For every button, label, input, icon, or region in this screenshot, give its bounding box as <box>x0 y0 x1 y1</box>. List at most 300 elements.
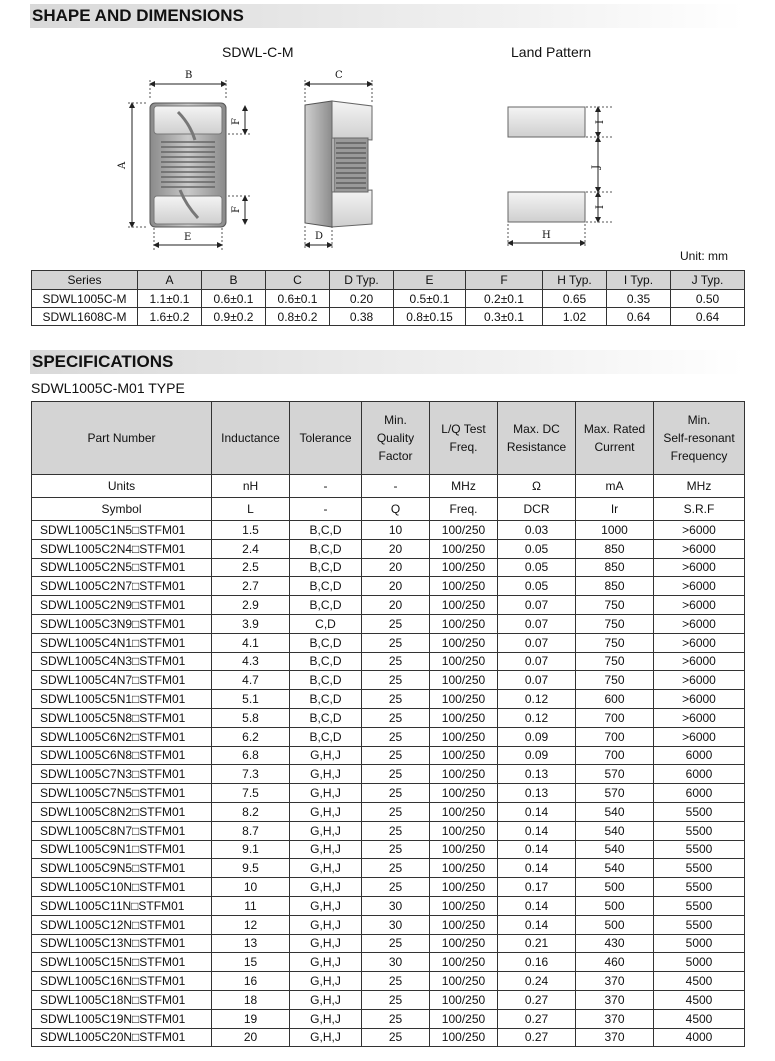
spec-value-cell: 100/250 <box>430 990 498 1009</box>
symbol-cell: L <box>212 498 290 521</box>
dimensions-row <box>32 290 745 308</box>
spec-value-cell: 0.09 <box>498 727 576 746</box>
part-number-cell: SDWL1005C4N7□STFM01 <box>32 671 212 690</box>
dim-j-label: J <box>591 164 602 169</box>
dim-i-label-top: I <box>595 120 606 124</box>
dim-b-label: B <box>185 70 193 81</box>
spec-value-cell: 18 <box>212 990 290 1009</box>
spec-value-cell: G,H,J <box>290 972 362 991</box>
spec-value-cell: >6000 <box>654 539 745 558</box>
spec-col-header: Max. DC Resistance <box>498 402 576 475</box>
dim-col-header: Series <box>32 271 138 290</box>
spec-value-cell: 25 <box>362 727 430 746</box>
dim-col-header: E <box>394 271 466 290</box>
dim-h-label: H <box>542 230 551 241</box>
symbol-cell: Symbol <box>32 498 212 521</box>
dim-d-label: D <box>315 231 324 242</box>
spec-value-cell: 25 <box>362 878 430 897</box>
spec-row <box>32 765 745 784</box>
dim-col-header: H Typ. <box>543 271 607 290</box>
spec-value-cell: 100/250 <box>430 577 498 596</box>
spec-value-cell: G,H,J <box>290 802 362 821</box>
spec-value-cell: 0.14 <box>498 896 576 915</box>
spec-value-cell: 0.13 <box>498 765 576 784</box>
dimension-cell: 0.2±0.1 <box>466 290 543 308</box>
spec-value-cell: 0.09 <box>498 746 576 765</box>
part-number-cell: SDWL1005C11N□STFM01 <box>32 896 212 915</box>
spec-value-cell: 5500 <box>654 915 745 934</box>
spec-value-cell: 4.7 <box>212 671 290 690</box>
spec-value-cell: 25 <box>362 990 430 1009</box>
spec-value-cell: 5500 <box>654 878 745 897</box>
symbol-cell: Ir <box>576 498 654 521</box>
spec-value-cell: G,H,J <box>290 915 362 934</box>
spec-value-cell: 6.8 <box>212 746 290 765</box>
spec-row <box>32 539 745 558</box>
spec-value-cell: 750 <box>576 633 654 652</box>
dim-e-label: E <box>184 232 192 243</box>
dimension-cell: 1.02 <box>543 308 607 326</box>
part-number-cell: SDWL1005C4N1□STFM01 <box>32 633 212 652</box>
spec-value-cell: 2.4 <box>212 539 290 558</box>
dimension-cell: 1.1±0.1 <box>138 290 202 308</box>
spec-value-cell: 0.05 <box>498 539 576 558</box>
spec-value-cell: G,H,J <box>290 990 362 1009</box>
part-number-cell: SDWL1005C18N□STFM01 <box>32 990 212 1009</box>
spec-value-cell: B,C,D <box>290 708 362 727</box>
unit-label: Unit: mm <box>680 249 728 263</box>
spec-row <box>32 934 745 953</box>
unit-cell: Ω <box>498 475 576 498</box>
spec-value-cell: 6000 <box>654 746 745 765</box>
spec-row <box>32 1028 745 1047</box>
spec-value-cell: 0.05 <box>498 558 576 577</box>
dimension-cell: 0.3±0.1 <box>466 308 543 326</box>
symbol-cell: DCR <box>498 498 576 521</box>
spec-value-cell: 20 <box>362 558 430 577</box>
spec-value-cell: 100/250 <box>430 596 498 615</box>
spec-value-cell: >6000 <box>654 577 745 596</box>
spec-value-cell: 30 <box>362 915 430 934</box>
spec-col-header: Min. Quality Factor <box>362 402 430 475</box>
spec-value-cell: G,H,J <box>290 784 362 803</box>
spec-value-cell: 1.5 <box>212 521 290 540</box>
dimension-cell: 0.8±0.15 <box>394 308 466 326</box>
dimension-cell: 0.38 <box>330 308 394 326</box>
spec-row <box>32 633 745 652</box>
spec-value-cell: 20 <box>362 539 430 558</box>
spec-value-cell: 20 <box>362 577 430 596</box>
unit-cell: - <box>290 475 362 498</box>
spec-value-cell: 100/250 <box>430 896 498 915</box>
part-number-cell: SDWL1005C13N□STFM01 <box>32 934 212 953</box>
part-number-cell: SDWL1005C16N□STFM01 <box>32 972 212 991</box>
spec-col-header: Part Number <box>32 402 212 475</box>
part-number-cell: SDWL1005C6N8□STFM01 <box>32 746 212 765</box>
spec-value-cell: 4500 <box>654 990 745 1009</box>
spec-value-cell: 100/250 <box>430 671 498 690</box>
spec-row <box>32 690 745 709</box>
spec-value-cell: >6000 <box>654 671 745 690</box>
spec-value-cell: 100/250 <box>430 765 498 784</box>
spec-row <box>32 727 745 746</box>
spec-value-cell: 25 <box>362 1009 430 1028</box>
spec-value-cell: 0.21 <box>498 934 576 953</box>
part-number-cell: SDWL1005C2N5□STFM01 <box>32 558 212 577</box>
spec-value-cell: B,C,D <box>290 727 362 746</box>
spec-value-cell: 500 <box>576 896 654 915</box>
part-number-cell: SDWL1005C9N5□STFM01 <box>32 859 212 878</box>
spec-row <box>32 915 745 934</box>
spec-value-cell: B,C,D <box>290 521 362 540</box>
spec-value-cell: 5000 <box>654 934 745 953</box>
spec-value-cell: 6000 <box>654 765 745 784</box>
spec-row <box>32 821 745 840</box>
spec-type-subtitle: SDWL1005C-M01 TYPE <box>31 380 185 396</box>
spec-value-cell: 0.07 <box>498 614 576 633</box>
spec-value-cell: 0.05 <box>498 577 576 596</box>
spec-value-cell: 0.14 <box>498 821 576 840</box>
dim-col-header: A <box>138 271 202 290</box>
spec-value-cell: G,H,J <box>290 859 362 878</box>
spec-value-cell: >6000 <box>654 521 745 540</box>
part-number-cell: SDWL1005C7N3□STFM01 <box>32 765 212 784</box>
spec-col-header: Min. Self-resonant Frequency <box>654 402 745 475</box>
spec-value-cell: 25 <box>362 972 430 991</box>
spec-value-cell: 5.1 <box>212 690 290 709</box>
spec-value-cell: 100/250 <box>430 633 498 652</box>
dimension-cell: 0.6±0.1 <box>202 290 266 308</box>
spec-value-cell: 2.5 <box>212 558 290 577</box>
dimension-cell: 0.50 <box>671 290 745 308</box>
spec-value-cell: 430 <box>576 934 654 953</box>
spec-value-cell: 750 <box>576 614 654 633</box>
spec-value-cell: 750 <box>576 596 654 615</box>
spec-value-cell: 370 <box>576 1009 654 1028</box>
spec-row <box>32 878 745 897</box>
spec-value-cell: B,C,D <box>290 558 362 577</box>
spec-value-cell: 5500 <box>654 840 745 859</box>
spec-value-cell: 100/250 <box>430 558 498 577</box>
spec-value-cell: B,C,D <box>290 577 362 596</box>
spec-value-cell: 500 <box>576 915 654 934</box>
dimension-cell: 0.5±0.1 <box>394 290 466 308</box>
part-number-cell: SDWL1005C2N9□STFM01 <box>32 596 212 615</box>
spec-value-cell: 100/250 <box>430 953 498 972</box>
spec-value-cell: 600 <box>576 690 654 709</box>
spec-value-cell: 100/250 <box>430 784 498 803</box>
spec-value-cell: B,C,D <box>290 652 362 671</box>
dimension-cell: 0.9±0.2 <box>202 308 266 326</box>
dimension-cell: 0.8±0.2 <box>266 308 330 326</box>
spec-value-cell: 700 <box>576 746 654 765</box>
spec-value-cell: 30 <box>362 896 430 915</box>
spec-value-cell: 100/250 <box>430 802 498 821</box>
spec-value-cell: 0.07 <box>498 596 576 615</box>
part-number-cell: SDWL1005C19N□STFM01 <box>32 1009 212 1028</box>
spec-value-cell: 5500 <box>654 802 745 821</box>
spec-value-cell: 15 <box>212 953 290 972</box>
spec-value-cell: 0.12 <box>498 708 576 727</box>
symbol-cell: - <box>290 498 362 521</box>
spec-value-cell: 100/250 <box>430 821 498 840</box>
spec-value-cell: 370 <box>576 990 654 1009</box>
dim-f-label-bottom: F <box>231 206 242 213</box>
spec-value-cell: 570 <box>576 765 654 784</box>
spec-value-cell: 100/250 <box>430 859 498 878</box>
spec-value-cell: 5.8 <box>212 708 290 727</box>
spec-value-cell: 2.7 <box>212 577 290 596</box>
dimension-cell: 0.35 <box>607 290 671 308</box>
shape-dimensions-heading: SHAPE AND DIMENSIONS <box>30 4 744 28</box>
spec-value-cell: 25 <box>362 708 430 727</box>
spec-value-cell: 25 <box>362 746 430 765</box>
spec-value-cell: 0.07 <box>498 671 576 690</box>
dimension-cell: 0.64 <box>607 308 671 326</box>
spec-value-cell: >6000 <box>654 690 745 709</box>
dimension-drawing <box>0 0 775 270</box>
spec-value-cell: 540 <box>576 840 654 859</box>
spec-value-cell: 25 <box>362 614 430 633</box>
spec-value-cell: 11 <box>212 896 290 915</box>
dim-col-header: F <box>466 271 543 290</box>
spec-value-cell: 25 <box>362 690 430 709</box>
spec-value-cell: >6000 <box>654 727 745 746</box>
series-cell: SDWL1608C-M <box>32 308 138 326</box>
spec-value-cell: 4.1 <box>212 633 290 652</box>
spec-value-cell: 25 <box>362 1028 430 1047</box>
spec-value-cell: C,D <box>290 614 362 633</box>
part-number-cell: SDWL1005C3N9□STFM01 <box>32 614 212 633</box>
spec-col-header: Inductance <box>212 402 290 475</box>
spec-value-cell: 750 <box>576 671 654 690</box>
spec-value-cell: 9.1 <box>212 840 290 859</box>
spec-value-cell: 25 <box>362 633 430 652</box>
spec-value-cell: 100/250 <box>430 708 498 727</box>
dim-c-label: C <box>335 70 343 81</box>
spec-col-header: Max. Rated Current <box>576 402 654 475</box>
spec-value-cell: G,H,J <box>290 840 362 859</box>
part-number-cell: SDWL1005C2N4□STFM01 <box>32 539 212 558</box>
dim-col-header: D Typ. <box>330 271 394 290</box>
spec-value-cell: 25 <box>362 934 430 953</box>
spec-value-cell: 19 <box>212 1009 290 1028</box>
unit-cell: mA <box>576 475 654 498</box>
dim-a-label: A <box>117 161 128 169</box>
part-number-cell: SDWL1005C2N7□STFM01 <box>32 577 212 596</box>
spec-value-cell: 0.16 <box>498 953 576 972</box>
spec-value-cell: 10 <box>212 878 290 897</box>
spec-value-cell: 8.7 <box>212 821 290 840</box>
spec-value-cell: 850 <box>576 539 654 558</box>
spec-row <box>32 840 745 859</box>
spec-value-cell: 20 <box>362 596 430 615</box>
dim-i-label-bottom: I <box>595 205 606 209</box>
spec-value-cell: 6000 <box>654 784 745 803</box>
spec-value-cell: G,H,J <box>290 1009 362 1028</box>
spec-value-cell: 25 <box>362 821 430 840</box>
spec-value-cell: 3.9 <box>212 614 290 633</box>
unit-cell: - <box>362 475 430 498</box>
spec-value-cell: 0.17 <box>498 878 576 897</box>
spec-value-cell: 570 <box>576 784 654 803</box>
spec-value-cell: 10 <box>362 521 430 540</box>
dimension-cell: 1.6±0.2 <box>138 308 202 326</box>
spec-value-cell: 25 <box>362 802 430 821</box>
symbol-cell: Freq. <box>430 498 498 521</box>
spec-row <box>32 802 745 821</box>
spec-col-header: L/Q Test Freq. <box>430 402 498 475</box>
symbol-cell: Q <box>362 498 430 521</box>
spec-row <box>32 953 745 972</box>
spec-value-cell: 500 <box>576 878 654 897</box>
part-number-cell: SDWL1005C20N□STFM01 <box>32 1028 212 1047</box>
spec-value-cell: 540 <box>576 821 654 840</box>
spec-value-cell: 4.3 <box>212 652 290 671</box>
part-number-cell: SDWL1005C15N□STFM01 <box>32 953 212 972</box>
spec-value-cell: 25 <box>362 671 430 690</box>
unit-cell: Units <box>32 475 212 498</box>
spec-value-cell: >6000 <box>654 633 745 652</box>
spec-row <box>32 859 745 878</box>
spec-value-cell: B,C,D <box>290 539 362 558</box>
dim-col-header: C <box>266 271 330 290</box>
part-number-cell: SDWL1005C6N2□STFM01 <box>32 727 212 746</box>
spec-value-cell: 0.14 <box>498 840 576 859</box>
spec-value-cell: B,C,D <box>290 671 362 690</box>
spec-value-cell: 0.14 <box>498 915 576 934</box>
dimensions-row <box>32 308 745 326</box>
spec-value-cell: G,H,J <box>290 746 362 765</box>
spec-value-cell: 13 <box>212 934 290 953</box>
part-number-cell: SDWL1005C9N1□STFM01 <box>32 840 212 859</box>
spec-value-cell: 100/250 <box>430 614 498 633</box>
spec-row <box>32 671 745 690</box>
spec-value-cell: 100/250 <box>430 690 498 709</box>
spec-symbols-row <box>32 498 745 521</box>
spec-value-cell: 25 <box>362 859 430 878</box>
spec-col-header: Tolerance <box>290 402 362 475</box>
unit-cell: MHz <box>430 475 498 498</box>
spec-value-cell: 12 <box>212 915 290 934</box>
spec-value-cell: 0.03 <box>498 521 576 540</box>
spec-value-cell: >6000 <box>654 596 745 615</box>
dimensions-table <box>31 270 745 326</box>
part-front-view <box>150 103 226 227</box>
dim-col-header: B <box>202 271 266 290</box>
spec-value-cell: 25 <box>362 765 430 784</box>
part-number-cell: SDWL1005C8N7□STFM01 <box>32 821 212 840</box>
spec-value-cell: G,H,J <box>290 821 362 840</box>
part-side-view <box>305 101 372 227</box>
spec-value-cell: 0.14 <box>498 802 576 821</box>
spec-value-cell: 0.27 <box>498 1028 576 1047</box>
dimensions-header-row <box>32 271 745 290</box>
spec-value-cell: G,H,J <box>290 934 362 953</box>
spec-value-cell: 20 <box>212 1028 290 1047</box>
series-cell: SDWL1005C-M <box>32 290 138 308</box>
spec-value-cell: 850 <box>576 558 654 577</box>
spec-value-cell: 700 <box>576 727 654 746</box>
unit-cell: nH <box>212 475 290 498</box>
spec-value-cell: 100/250 <box>430 746 498 765</box>
unit-cell: MHz <box>654 475 745 498</box>
spec-value-cell: B,C,D <box>290 690 362 709</box>
spec-value-cell: G,H,J <box>290 953 362 972</box>
spec-row <box>32 652 745 671</box>
spec-value-cell: 700 <box>576 708 654 727</box>
spec-value-cell: 0.14 <box>498 859 576 878</box>
spec-value-cell: 540 <box>576 859 654 878</box>
spec-value-cell: 5500 <box>654 859 745 878</box>
spec-value-cell: >6000 <box>654 708 745 727</box>
spec-value-cell: >6000 <box>654 652 745 671</box>
spec-row <box>32 896 745 915</box>
spec-value-cell: 25 <box>362 840 430 859</box>
spec-value-cell: 100/250 <box>430 521 498 540</box>
spec-value-cell: 0.13 <box>498 784 576 803</box>
spec-row <box>32 1009 745 1028</box>
dimension-cell: 0.65 <box>543 290 607 308</box>
spec-row <box>32 558 745 577</box>
spec-value-cell: 0.12 <box>498 690 576 709</box>
spec-value-cell: >6000 <box>654 614 745 633</box>
symbol-cell: S.R.F <box>654 498 745 521</box>
part-number-cell: SDWL1005C8N2□STFM01 <box>32 802 212 821</box>
spec-value-cell: 25 <box>362 784 430 803</box>
spec-value-cell: 370 <box>576 972 654 991</box>
spec-header-row <box>32 402 745 475</box>
spec-value-cell: 2.9 <box>212 596 290 615</box>
spec-value-cell: 5000 <box>654 953 745 972</box>
spec-value-cell: >6000 <box>654 558 745 577</box>
spec-value-cell: 7.3 <box>212 765 290 784</box>
spec-value-cell: 100/250 <box>430 972 498 991</box>
spec-value-cell: 100/250 <box>430 878 498 897</box>
spec-row <box>32 521 745 540</box>
spec-value-cell: 460 <box>576 953 654 972</box>
part-number-cell: SDWL1005C4N3□STFM01 <box>32 652 212 671</box>
dimension-cell: 0.20 <box>330 290 394 308</box>
spec-value-cell: G,H,J <box>290 896 362 915</box>
dim-col-header: I Typ. <box>607 271 671 290</box>
dimension-cell: 0.64 <box>671 308 745 326</box>
spec-value-cell: 1000 <box>576 521 654 540</box>
spec-value-cell: 0.27 <box>498 990 576 1009</box>
spec-value-cell: 370 <box>576 1028 654 1047</box>
spec-value-cell: 7.5 <box>212 784 290 803</box>
spec-value-cell: 25 <box>362 652 430 671</box>
spec-value-cell: 4500 <box>654 1009 745 1028</box>
specifications-heading: SPECIFICATIONS <box>30 350 744 374</box>
dimension-cell: 0.6±0.1 <box>266 290 330 308</box>
spec-row <box>32 614 745 633</box>
spec-value-cell: 30 <box>362 953 430 972</box>
spec-row <box>32 596 745 615</box>
spec-value-cell: 100/250 <box>430 539 498 558</box>
spec-value-cell: G,H,J <box>290 1028 362 1047</box>
spec-value-cell: 540 <box>576 802 654 821</box>
spec-value-cell: 16 <box>212 972 290 991</box>
spec-value-cell: 100/250 <box>430 727 498 746</box>
spec-value-cell: 0.07 <box>498 633 576 652</box>
spec-value-cell: 850 <box>576 577 654 596</box>
dim-col-header: J Typ. <box>671 271 745 290</box>
part-outline-label: SDWL-C-M <box>222 44 294 60</box>
specifications-table <box>31 401 745 1047</box>
spec-value-cell: 100/250 <box>430 915 498 934</box>
spec-value-cell: 0.07 <box>498 652 576 671</box>
